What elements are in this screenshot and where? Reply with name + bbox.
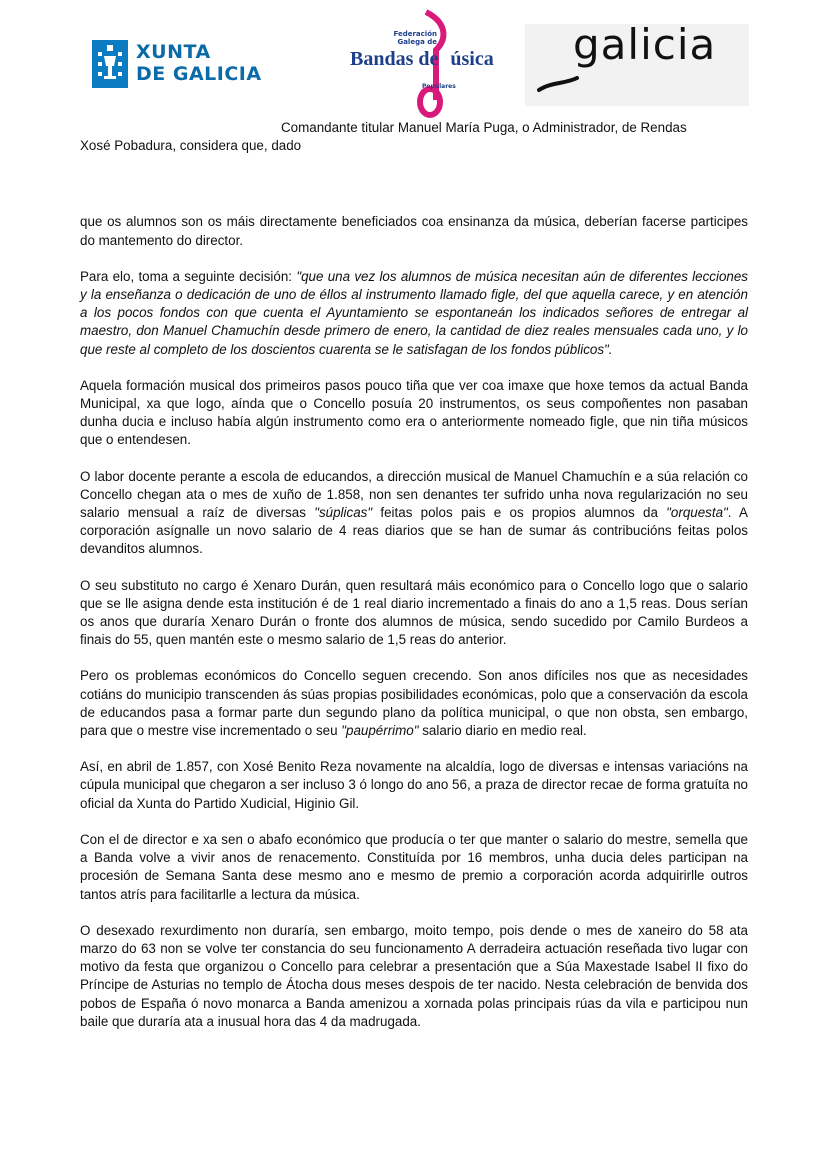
xunta-de-galicia-logo xyxy=(92,40,262,90)
bandas-populares-text: Populares xyxy=(422,83,456,90)
bandas-de-musica-logo xyxy=(350,8,494,118)
paragraph-3: Aquela formación musical dos primeiros pasos pouco tiña que ver coa imaxe que hoxe temos da actual Banda Municipal, xa que logo, aínda que o Concello posuía 20 instrumentos, os seus compoñentes non pasaban dunha ducia e incluso había algún instrumento como era o anteriormente nomeado figle, que nin tiña músicos que o entendesen. xyxy=(80,377,748,448)
page-header xyxy=(0,0,827,120)
paragraph-1: que os alumnos son os máis directamente beneficiados coa ensinanza da música, deberían facerse participes do mantemento do director. xyxy=(80,214,748,248)
intro-line-2: Xosé Pobadura, considera que, dado xyxy=(80,138,302,154)
quoted-decision: "que una vez los alumnos de música necesitan aún de diferentes lecciones y la enseñanza o dedicación de uno de éllos al instrumento llamado figle, del que aquella carece, y en atención a los pocos fondos con que cuenta el Ayuntamiento se espontaneán los indicados señores de entregar al maestro, don Manuel Chamuchín desde primero de enero, la cantidad de diez reales mensuales cada uno, y lo que reste al completo de los doscientos cuarenta se le satisfagan de los fondos públicos". xyxy=(80,268,748,357)
bandas-federacion-text: Federación Galega de xyxy=(393,30,437,46)
paragraph-2: Para elo, toma a seguinte decisión: "que una vez los alumnos de música necesitan aún de diferentes lecciones y la enseñanza o dedicación de uno de éllos al instrumento llamado figle, del que aquella carece, y en atención a los pocos fondos con que cuenta el Ayuntamiento se espontaneán los indicados señores de entregar al maestro, don Manuel Chamuchín desde primero de enero, la cantidad de diez reales mensuales cada uno, y lo que reste al completo de los doscientos cuarenta se le satisfagan de los fondos públicos". xyxy=(80,268,748,357)
paragraph-5: O seu substituto no cargo é Xenaro Durán, quen resultará máis económico para o Concello logo que o salario que se lle asigna dende esta institución é de 1 real diario incrementado a finais do ano a 1,5 reas. Dous serían os anos que duraría Xenaro Durán o fronte dos alumnos de música, sendo sucedido por Camilo Burdeos a finais do 55, quen mantén este o mesmo salario de 1,5 reas do anterior. xyxy=(80,577,748,648)
intro-line-1: Comandante titular Manuel María Puga, o Administrador, de Rendas xyxy=(281,120,687,135)
galicia-swoosh-icon xyxy=(525,20,749,106)
paragraph-4: O labor docente perante a escola de educandos, a dirección musical de Manuel Chamuchín e a súa relación co Concello chegan ata o mes de xuño de 1.858, non sen denantes ter sufrido unha nova regularización no seu salario mensual a raíz de diversas "súplicas" feitas polos pais e os propios alumnos da "orquesta". A corporación asígnalle un novo salario de 4 reas diarios que se han de sumar ás contribucións feitas polos devanditos alumnos. xyxy=(80,468,748,557)
paragraph-8: Con el de director e xa sen o abafo económico que producía o ter que manter o salario do mestre, semella que a Banda volve a vivir anos de renacemento. Constituída por 16 membros, unha ducia deles participan na procesión de Semana Santa dese mesmo ano e mesmo de premio a corporación acorda adquirirlle outros tantos atrís para facilitarlle a lectura da música. xyxy=(80,831,748,902)
paragraph-9: O desexado rexurdimento non duraría, sen embargo, moito tempo, pois dende o mes de xaneiro do 58 ata marzo do 63 non se volve ter constancia do seu funcionamento A derradeira actuación reseñada tivo lugar con motivo da festa que organizou o Concello para celebrar a presentación que a Súa Maxestade Isabel II fixo do Príncipe de Asturias no templo de Átocha dous meses despois de ter nacido. Nesta celebración de benvida dos pobos de España ó novo monarca a Banda amenizou a xornada polas principais rúas da vila e participou nun baile que duraría ata a inusual hora das 4 da madrugada. xyxy=(80,922,748,1029)
paragraph-7: Así, en abril de 1.857, con Xosé Benito Reza novamente na alcaldía, logo de diversas e intensas variacións na cúpula municipal que chegaron a ser incluso 3 ó longo do ano 56, a praza de director recae de forma gratuíta no oficial da Xunta do Partido Xudicial, Higinio Gil. xyxy=(80,759,748,811)
bandas-title: Bandas de úsica xyxy=(350,48,494,70)
galicia-brand-logo xyxy=(525,20,749,106)
paragraph-6: Pero os problemas económicos do Concello seguen crecendo. Son anos difíciles nos que as necesidades cotiáns do municipio transcenden ás súas propias posibilidades económicas, polo que a conservación da escola de educandos pasa a formar parte dun segundo plano da política municipal, o que non obsta, sen embargo, para que o mestre vise incrementado o seu "paupérrimo" salario diario en medio real. xyxy=(80,668,748,739)
xunta-logo-text: XUNTA DE GALICIA xyxy=(136,41,262,85)
document-body xyxy=(80,119,748,1049)
xunta-shield-icon xyxy=(92,40,128,88)
galicia-logo-text: galicia xyxy=(573,20,717,69)
